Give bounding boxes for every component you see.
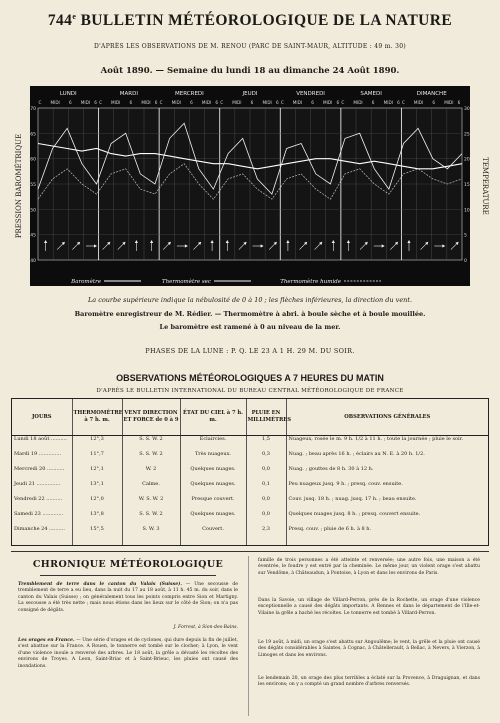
temperature-tick-label: 30: [464, 107, 470, 112]
table-spacer-cell: [12, 541, 72, 545]
pressure-tick-label: 770: [27, 107, 36, 112]
slot-label: 6: [311, 100, 314, 105]
chart-caption-2: Baromètre enregistreur de M. Rédier. — Thermomètre à abri. à boule sèche et à boule mouillée.: [74, 310, 426, 318]
table-row: [12, 436, 488, 452]
cell-vent: W. S. W. 2: [122, 496, 180, 511]
table-row: [12, 526, 488, 541]
slot-label: 6: [68, 100, 72, 105]
slot-label: 6: [275, 100, 279, 105]
header-observations: OBSERVATIONS GÉNÉRALES: [286, 399, 488, 436]
day-label: VENDREDI: [296, 91, 325, 97]
day-label: MERCREDI: [175, 91, 204, 97]
cell-vent: S. W. 3: [122, 526, 180, 541]
day-label: LUNDI: [59, 91, 77, 97]
slot-label: C: [99, 100, 103, 105]
cell-observations: Quelques nuages jusq. 8 h. ; presq. couvert ensuite.: [288, 511, 421, 517]
cell-ciel: Couvert.: [180, 526, 246, 541]
day-label: MARDI: [119, 91, 138, 97]
slot-label: 6: [336, 100, 340, 105]
cell-jour: Mardi 19 ..............: [12, 451, 72, 466]
chronique-right-paragraph-3: Le 19 août, à midi, un orage s'est abattu sur Angoulême; le vent, la grêle et la pluie ont causé des dégâts considérables à Saintes, à Cognac, à Châtellerault, à Bellac, à Nevers, à Vierzon, à Limoges et dans les environs.: [258, 640, 480, 658]
cell-thermometre: 12°,3: [72, 436, 122, 452]
cell-jour: Jeudi 21 ...............: [12, 481, 72, 496]
cell-pluie: 2,3: [246, 526, 286, 541]
paragraph-1-signature: J. Forrest, à Sion-des-Bains.: [173, 625, 238, 630]
cell-ciel: Quelques nuages.: [180, 481, 246, 496]
header-jours: JOURS: [12, 399, 72, 436]
cell-vent: S. S. W. 2: [122, 511, 180, 526]
pressure-tick-label: 745: [27, 233, 36, 239]
slot-label: 6: [94, 100, 97, 105]
cell-pluie: 0,0: [246, 511, 286, 526]
paragraph-1-text: — Une secousse de tremblement de terre a eu lieu, dans la nuit du 17 au 18 août, à 11 h. 45 m. du soir, dans le canton du Valais (Suisse) ; on généralement tous les points compris entre Sion et Martigny. La secousse a été très nette ; mais nous étions dans les lieux sur le côté de Sion; on n'a pas consigné de dégâts.: [18, 582, 238, 613]
bulletin-heading: BULLETIN MÉTÉOROLOGIQUE DE LA NATURE: [80, 12, 453, 30]
slot-label: C: [280, 100, 284, 105]
observations-table: [11, 398, 489, 546]
table-spacer-cell: [122, 541, 180, 545]
slot-label: MIDI: [444, 100, 454, 105]
chart-caption-1: La courbe supérieure indique la nébulosité de 0 à 10 ; les flèches inférieures, la direction du vent.: [87, 296, 413, 304]
slot-label: 6: [457, 100, 461, 105]
chronique-paragraph-2: [18, 638, 238, 670]
table-spacer-cell: [286, 541, 488, 545]
slot-label: 6: [250, 100, 254, 105]
temperature-axis-label: TEMPÉRATURE: [481, 157, 489, 215]
cell-jour: Lundi 18 août ..........: [12, 436, 72, 452]
pressure-tick-label: 765: [27, 132, 36, 138]
bulletin-title: 744e BULLETIN MÉTÉOROLOGIQUE DE LA NATURE: [47, 12, 453, 30]
slot-label: MIDI: [262, 100, 272, 105]
cell-ciel: Éclaircies.: [180, 436, 246, 452]
slot-label: MIDI: [141, 100, 151, 105]
slot-label: 6: [154, 100, 158, 105]
temperature-tick-label: 25: [464, 132, 470, 138]
cell-observations: Couv. jusq. 18 h. ; nuag. jusq. 17 h. ; beau ensuite.: [288, 496, 417, 502]
cell-thermometre: 13°,8: [72, 511, 122, 526]
chronique-right-paragraph-4: Le lendemain 20, un orage des plus terribles a éclaté sur la Provence, à Draguignan, et dans les environs; on y a compté un grand nombre d'arbres renversés.: [258, 676, 480, 688]
cell-observations: Nuageux, rosée le m. 9 h. 1/2 à 11 h. ; toute la journée ; pluie le soir.: [288, 436, 464, 442]
chronique-title: CHRONIQUE MÉTÉOROLOGIQUE: [32, 559, 224, 570]
slot-label: MIDI: [413, 100, 424, 105]
cell-pluie: 0,0: [246, 466, 286, 481]
cell-thermometre: 15°,5: [72, 526, 122, 541]
slot-label: MIDI: [323, 100, 333, 105]
cell-vent: S. S. W. 2: [122, 451, 180, 466]
slot-label: C: [341, 100, 345, 105]
slot-label: C: [220, 100, 224, 105]
cell-pluie: 0,0: [246, 496, 286, 511]
cell-vent: Calme.: [122, 481, 180, 496]
table-spacer-row: [12, 541, 488, 545]
temperature-tick-label: 20: [464, 157, 470, 163]
section-divider: [11, 551, 489, 552]
table-row: [12, 481, 488, 496]
slot-label: 6: [432, 100, 436, 105]
cell-thermometre: 11°,7: [72, 451, 122, 466]
table-spacer-cell: [180, 541, 246, 545]
header-ciel: ÉTAT DU CIEL à 7 h. m.: [180, 399, 246, 436]
cell-thermometre: 12°,1: [72, 466, 122, 481]
pressure-tick-label: 750: [27, 208, 36, 214]
slot-label: MIDI: [292, 100, 303, 105]
legend-label: Baromètre: [71, 279, 101, 285]
cell-observations: Nuag. ; beau après 16 h. ; éclairs au N. E. à 20 h. 1/2.: [288, 451, 425, 457]
cell-observations: Peu nuageux jusq. 9 h. ; presq. couv. ensuite.: [288, 481, 403, 487]
column-divider: [248, 556, 249, 716]
paragraph-2-heading: Les orages en France.: [18, 638, 75, 643]
bulletin-subtitle: D'APRÈS LES OBSERVATIONS DE M. RENOU (PARC DE SAINT-MAUR, ALTITUDE : 49 m. 30): [94, 43, 406, 50]
temperature-tick-label: 0: [464, 259, 467, 264]
slot-label: C: [159, 100, 163, 105]
slot-label: 6: [129, 100, 133, 105]
cell-pluie: 0,3: [246, 451, 286, 466]
chronique-right-paragraph-1: famille de trois personnes a été atteinte et renversée; une autre fois, une maison a été éventrée, le foudre y est entré par la cheminée. Le même jour, un violent orage s'est abattu sur Vendôme, à Châteaudun, à Pontoise, à Lyon et dans les environs de Paris.: [258, 558, 480, 576]
slot-label: 6: [215, 100, 219, 105]
slot-label: MIDI: [353, 100, 363, 105]
slot-label: 6: [190, 100, 193, 105]
header-pluie: PLUIE EN MILLIMÈTRES: [246, 399, 286, 436]
weather-chart: [11, 80, 489, 292]
slot-label: MIDI: [50, 100, 60, 105]
pressure-tick-label: 755: [27, 183, 36, 188]
temperature-tick-label: 5: [464, 233, 467, 239]
cell-vent: S. S. W. 2: [122, 436, 180, 452]
pressure-axis-label: PRESSION BAROMÉTRIQUE: [15, 133, 23, 239]
table-row: [12, 466, 488, 481]
cell-ciel: Quelques nuages.: [180, 466, 246, 481]
pressure-tick-label: 740: [27, 259, 36, 264]
cell-observations: Presq. couv. ; pluie de 6 h. à 8 h.: [288, 526, 372, 532]
cell-jour: Samedi 23 .............: [12, 511, 72, 526]
table-row: [12, 511, 488, 526]
table-spacer-cell: [72, 541, 122, 545]
slot-label: MIDI: [232, 100, 242, 105]
slot-label: MIDI: [201, 100, 212, 105]
cell-observations: Nuag. ; gouttes de 8 h. 30 à 12 h.: [288, 466, 374, 472]
cell-pluie: 0,1: [246, 481, 286, 496]
temperature-tick-label: 15: [464, 183, 470, 188]
week-heading: Août 1890. — Semaine du lundi 18 au dimanche 24 Août 1890.: [100, 66, 400, 76]
cell-ciel: Presque couvert.: [180, 496, 246, 511]
cell-jour: Mercredi 20 ...........: [12, 466, 72, 481]
temperature-tick-label: 10: [464, 208, 470, 214]
pressure-tick-label: 760: [27, 157, 36, 163]
title-underline: [40, 575, 216, 576]
slot-label: MIDI: [80, 100, 91, 105]
cell-ciel: Très nuageux.: [180, 451, 246, 466]
chronique-right-paragraph-2: Dans la Savoie, un village de Villard-Perron, près de la Rochette, un orage d'une violence exceptionnelle a causé des dégâts importants. A Rennes et dans le département de l'Ille-et-Vilaine la grêle a haché les récoltes. Le tonnerre est tombé à Villard-Perron.: [258, 598, 480, 616]
cell-thermometre: 12°,0: [72, 496, 122, 511]
observations-subtitle: D'APRÈS LE BULLETIN INTERNATIONAL DU BUREAU CENTRAL MÉTÉOROLOGIQUE DE FRANCE: [96, 388, 404, 394]
legend-label: Thermomètre sec: [161, 279, 211, 285]
legend-label: Thermomètre humide: [280, 279, 341, 285]
cell-jour: Dimanche 24 ..........: [12, 526, 72, 541]
header-thermometre: THERMOMÈTRE à 7 h. m.: [72, 399, 122, 436]
table-spacer-cell: [246, 541, 286, 545]
paragraph-2-text: — Une série d'orages et de cyclones, qui dure depuis la fin de juillet, s'est abattue sur la France. A Rouen, le tonnerre est tombé sur le clocher; à Lyon, le vent d'une violence inouïe a renversé des arbres. Le 18 août, la grêle a dévasté les récoltes des environs de Troyes. A Leon, Saint-Briac et à Saint-Brieuc, les pluies ont causé des inondations.: [18, 638, 238, 669]
cell-ciel: Quelques nuages.: [180, 511, 246, 526]
paragraph-1-heading: Tremblement de terre dans le canton du Valais (Suisse).: [18, 582, 182, 587]
header-vent: VENT DIRECTION ET FORCE de 0 à 9: [122, 399, 180, 436]
cell-thermometre: 13°,1: [72, 481, 122, 496]
slot-label: C: [38, 100, 42, 105]
cell-vent: W. 2: [122, 466, 180, 481]
observations-title: OBSERVATIONS MÉTÉOROLOGIQUES A 7 HEURES DU MATIN: [116, 373, 384, 383]
issue-number: 744: [47, 12, 73, 30]
day-label: JEUDI: [242, 91, 258, 97]
day-label: DIMANCHE: [416, 91, 447, 97]
slot-label: C: [401, 100, 405, 105]
slot-label: MIDI: [383, 100, 393, 105]
table-row: [12, 451, 488, 466]
table-row: [12, 496, 488, 511]
slot-label: MIDI: [111, 100, 121, 105]
slot-label: MIDI: [171, 100, 181, 105]
slot-label: 6: [397, 100, 400, 105]
moon-phases: PHASES DE LA LUNE : P. Q. LE 23 A 1 H. 29 M. DU SOIR.: [145, 347, 355, 355]
chart-caption-3: Le baromètre est ramené à 0 au niveau de la mer.: [159, 323, 341, 331]
slot-label: 6: [371, 100, 375, 105]
cell-jour: Vendredi 22 ..........: [12, 496, 72, 511]
chronique-paragraph-1: [18, 582, 238, 614]
cell-pluie: 1,5: [246, 436, 286, 452]
day-label: SAMEDI: [360, 91, 382, 97]
